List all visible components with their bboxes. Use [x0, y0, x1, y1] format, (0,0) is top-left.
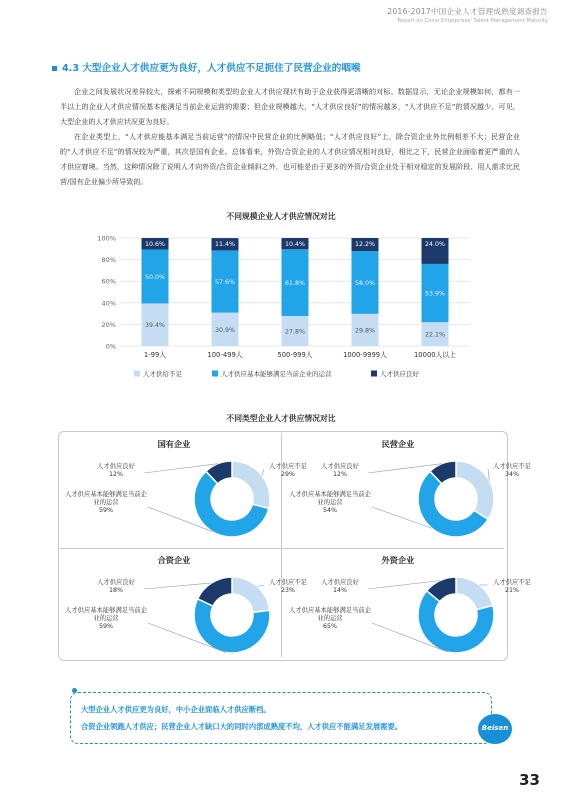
donut-slice-label [482, 579, 542, 595]
stacked-bar-chart [88, 228, 478, 388]
summary-line-2: 合资企业领跑人才供应；民营企业人才缺口大的同时内部成熟度不均，人才供应不能满足发展需要。 [81, 722, 403, 731]
bar-value-label: 39.4% [144, 322, 166, 330]
slice-percent: 29% [281, 471, 295, 478]
slice-category: 人才供应不足 [493, 463, 531, 470]
bar-value-label: 27.8% [284, 328, 306, 336]
slice-percent: 59% [99, 623, 113, 630]
bar-value-label: 24.0% [424, 241, 446, 248]
slice-percent: 14% [333, 587, 347, 594]
bar-value-label: 61.8% [284, 280, 306, 288]
bar-value-label: 58.0% [354, 279, 376, 287]
y-tick-label: 20% [101, 320, 116, 329]
y-tick-label: 80% [101, 256, 116, 265]
paragraph-1: 企业之间发展状况差异较大，探索不同规模和类型的企业人才供应现状有助于企业获得更清晰的对标。数据显示，无论企业规模如何，都有一半以上的企业人才供应情况基本能满足当前企业运营的需要；但企业规模越大，“人才供应良好”的情况越多，“人才供应不足”的情况越少。可见，大型企业的人才供应状况更为良好。 [60, 87, 520, 126]
donut-slice-label [84, 463, 148, 479]
logo-text: Beisen [481, 724, 509, 732]
legend-label: 人才供给不足 [143, 370, 182, 378]
leader-line [144, 583, 212, 589]
report-title: 2016-2017中国企业人才管理成熟度调查报告 [387, 7, 548, 16]
donut-slice-label [288, 491, 372, 515]
slice-category: 人才供应良好 [97, 579, 135, 586]
slice-percent: 12% [333, 471, 347, 478]
slice-category: 人才供应不足 [269, 463, 307, 470]
slice-percent: 65% [323, 623, 337, 630]
donut-slice-label [84, 579, 148, 595]
report-header [387, 6, 548, 24]
bar-value-label: 11.4% [214, 241, 236, 249]
donut-chart-panel [58, 433, 307, 545]
slice-category: 人才供应不足 [493, 579, 531, 586]
slice-category: 人才供应基本能够满足当前企业的运营 [289, 491, 371, 506]
bar-value-label: 22.1% [424, 331, 446, 339]
donut-slice-label [288, 607, 372, 631]
donut-slice [198, 577, 232, 606]
slice-category: 人才供应基本能够满足当前企业的运营 [65, 607, 147, 622]
x-tick-label: 500-999人 [277, 351, 313, 359]
bar-value-label: 57.6% [214, 279, 236, 287]
x-tick-label: 100-499人 [207, 351, 243, 359]
donut-slice-label [308, 463, 372, 479]
slice-category: 人才供应不足 [269, 579, 307, 586]
y-tick-label: 40% [101, 299, 116, 308]
slice-category: 人才供应良好 [321, 579, 359, 586]
donut-chart-title: 国有企业 [157, 439, 191, 449]
donut-chart [282, 549, 514, 661]
donut-chart-title: 外资企业 [381, 555, 415, 565]
donut-chart [282, 433, 514, 545]
square-bullet-icon [52, 66, 57, 71]
page-number: 33 [519, 771, 540, 789]
donut-chart-panel [58, 549, 307, 661]
body-text [60, 84, 520, 189]
bar-value-label: 50.0% [144, 273, 166, 281]
pie-chart-title: 不同类型企业人才供应情况对比 [226, 414, 336, 423]
y-tick-label: 100% [97, 234, 116, 243]
slice-percent: 18% [109, 587, 123, 594]
legend-label: 人才供应基本能够满足当前企业的运营 [221, 370, 332, 378]
donut-slice-label [482, 463, 542, 479]
donut-slice-label [64, 607, 148, 631]
donut-slice-label [308, 579, 372, 595]
donut-chart [58, 549, 290, 661]
slice-category: 人才供应良好 [97, 463, 135, 470]
legend-swatch [212, 371, 218, 377]
slice-percent: 23% [281, 587, 295, 594]
bar-value-label: 12.2% [354, 241, 376, 248]
paragraph-2: 在企业类型上，“人才供应能基本满足当前运营”的情况中民营企业的比例略低；“人才供应良好”上，除合资企业外比例相差不大；民营企业的“人才供应不足”的情况较为严重，其次是国有企业。总体看来，外资/合资企业的人才供应情况相对良好，相比之下，民营企业面临着更严重的人才供应窘境。当然，这种情况除了说明人才向外资/合资企业倾斜之外，也可能是由于更多的外资/合资企业处于相对稳定的发展阶段、用人需求比民营/国有企业偏少所导致的。 [60, 132, 520, 186]
x-tick-label: 1-99人 [143, 351, 167, 359]
slice-percent: 34% [505, 471, 519, 478]
x-tick-label: 10000人以上 [413, 351, 457, 359]
legend-swatch [134, 371, 140, 377]
slice-percent: 12% [109, 471, 123, 478]
section-title: 4.3 大型企业人才供应更为良好，人才供应不足扼住了民营企业的咽喉 [62, 63, 361, 74]
report-subtitle: Report on China Enterprises' Talent Management Maturity [397, 18, 548, 24]
donut-slice-label [64, 491, 148, 515]
donut-chart [58, 433, 290, 545]
summary-box [70, 692, 492, 744]
slice-category: 人才供应基本能够满足当前企业的运营 [65, 491, 147, 506]
donut-chart-title: 合资企业 [157, 555, 191, 565]
donut-chart-panel [282, 433, 531, 545]
beisen-logo [478, 714, 512, 744]
bar-value-label: 30.9% [214, 326, 236, 334]
donut-chart-title: 民营企业 [381, 439, 415, 449]
slice-percent: 21% [505, 587, 519, 594]
summary-line-1: 大型企业人才供应更为良好，中小企业面临人才供应断档。 [81, 705, 271, 714]
bar-value-label: 10.4% [284, 241, 306, 248]
y-tick-label: 60% [101, 277, 116, 286]
slice-percent: 54% [323, 507, 337, 514]
x-tick-label: 1000-9999人 [343, 351, 387, 359]
slice-category: 人才供应良好 [321, 463, 359, 470]
bar-value-label: 10.6% [144, 241, 166, 248]
slice-percent: 59% [99, 507, 113, 514]
slice-category: 人才供应基本能够满足当前企业的运营 [289, 607, 371, 622]
section-heading [52, 60, 361, 74]
donut-chart-panel [282, 549, 531, 661]
bar-chart-title: 不同规模企业人才供应情况对比 [226, 212, 336, 221]
bar-value-label: 29.8% [354, 327, 376, 335]
legend-swatch [371, 371, 377, 377]
y-tick-label: 0% [105, 342, 116, 351]
bar-value-label: 53.9% [424, 290, 446, 298]
legend-label: 人才供应良好 [380, 370, 419, 378]
